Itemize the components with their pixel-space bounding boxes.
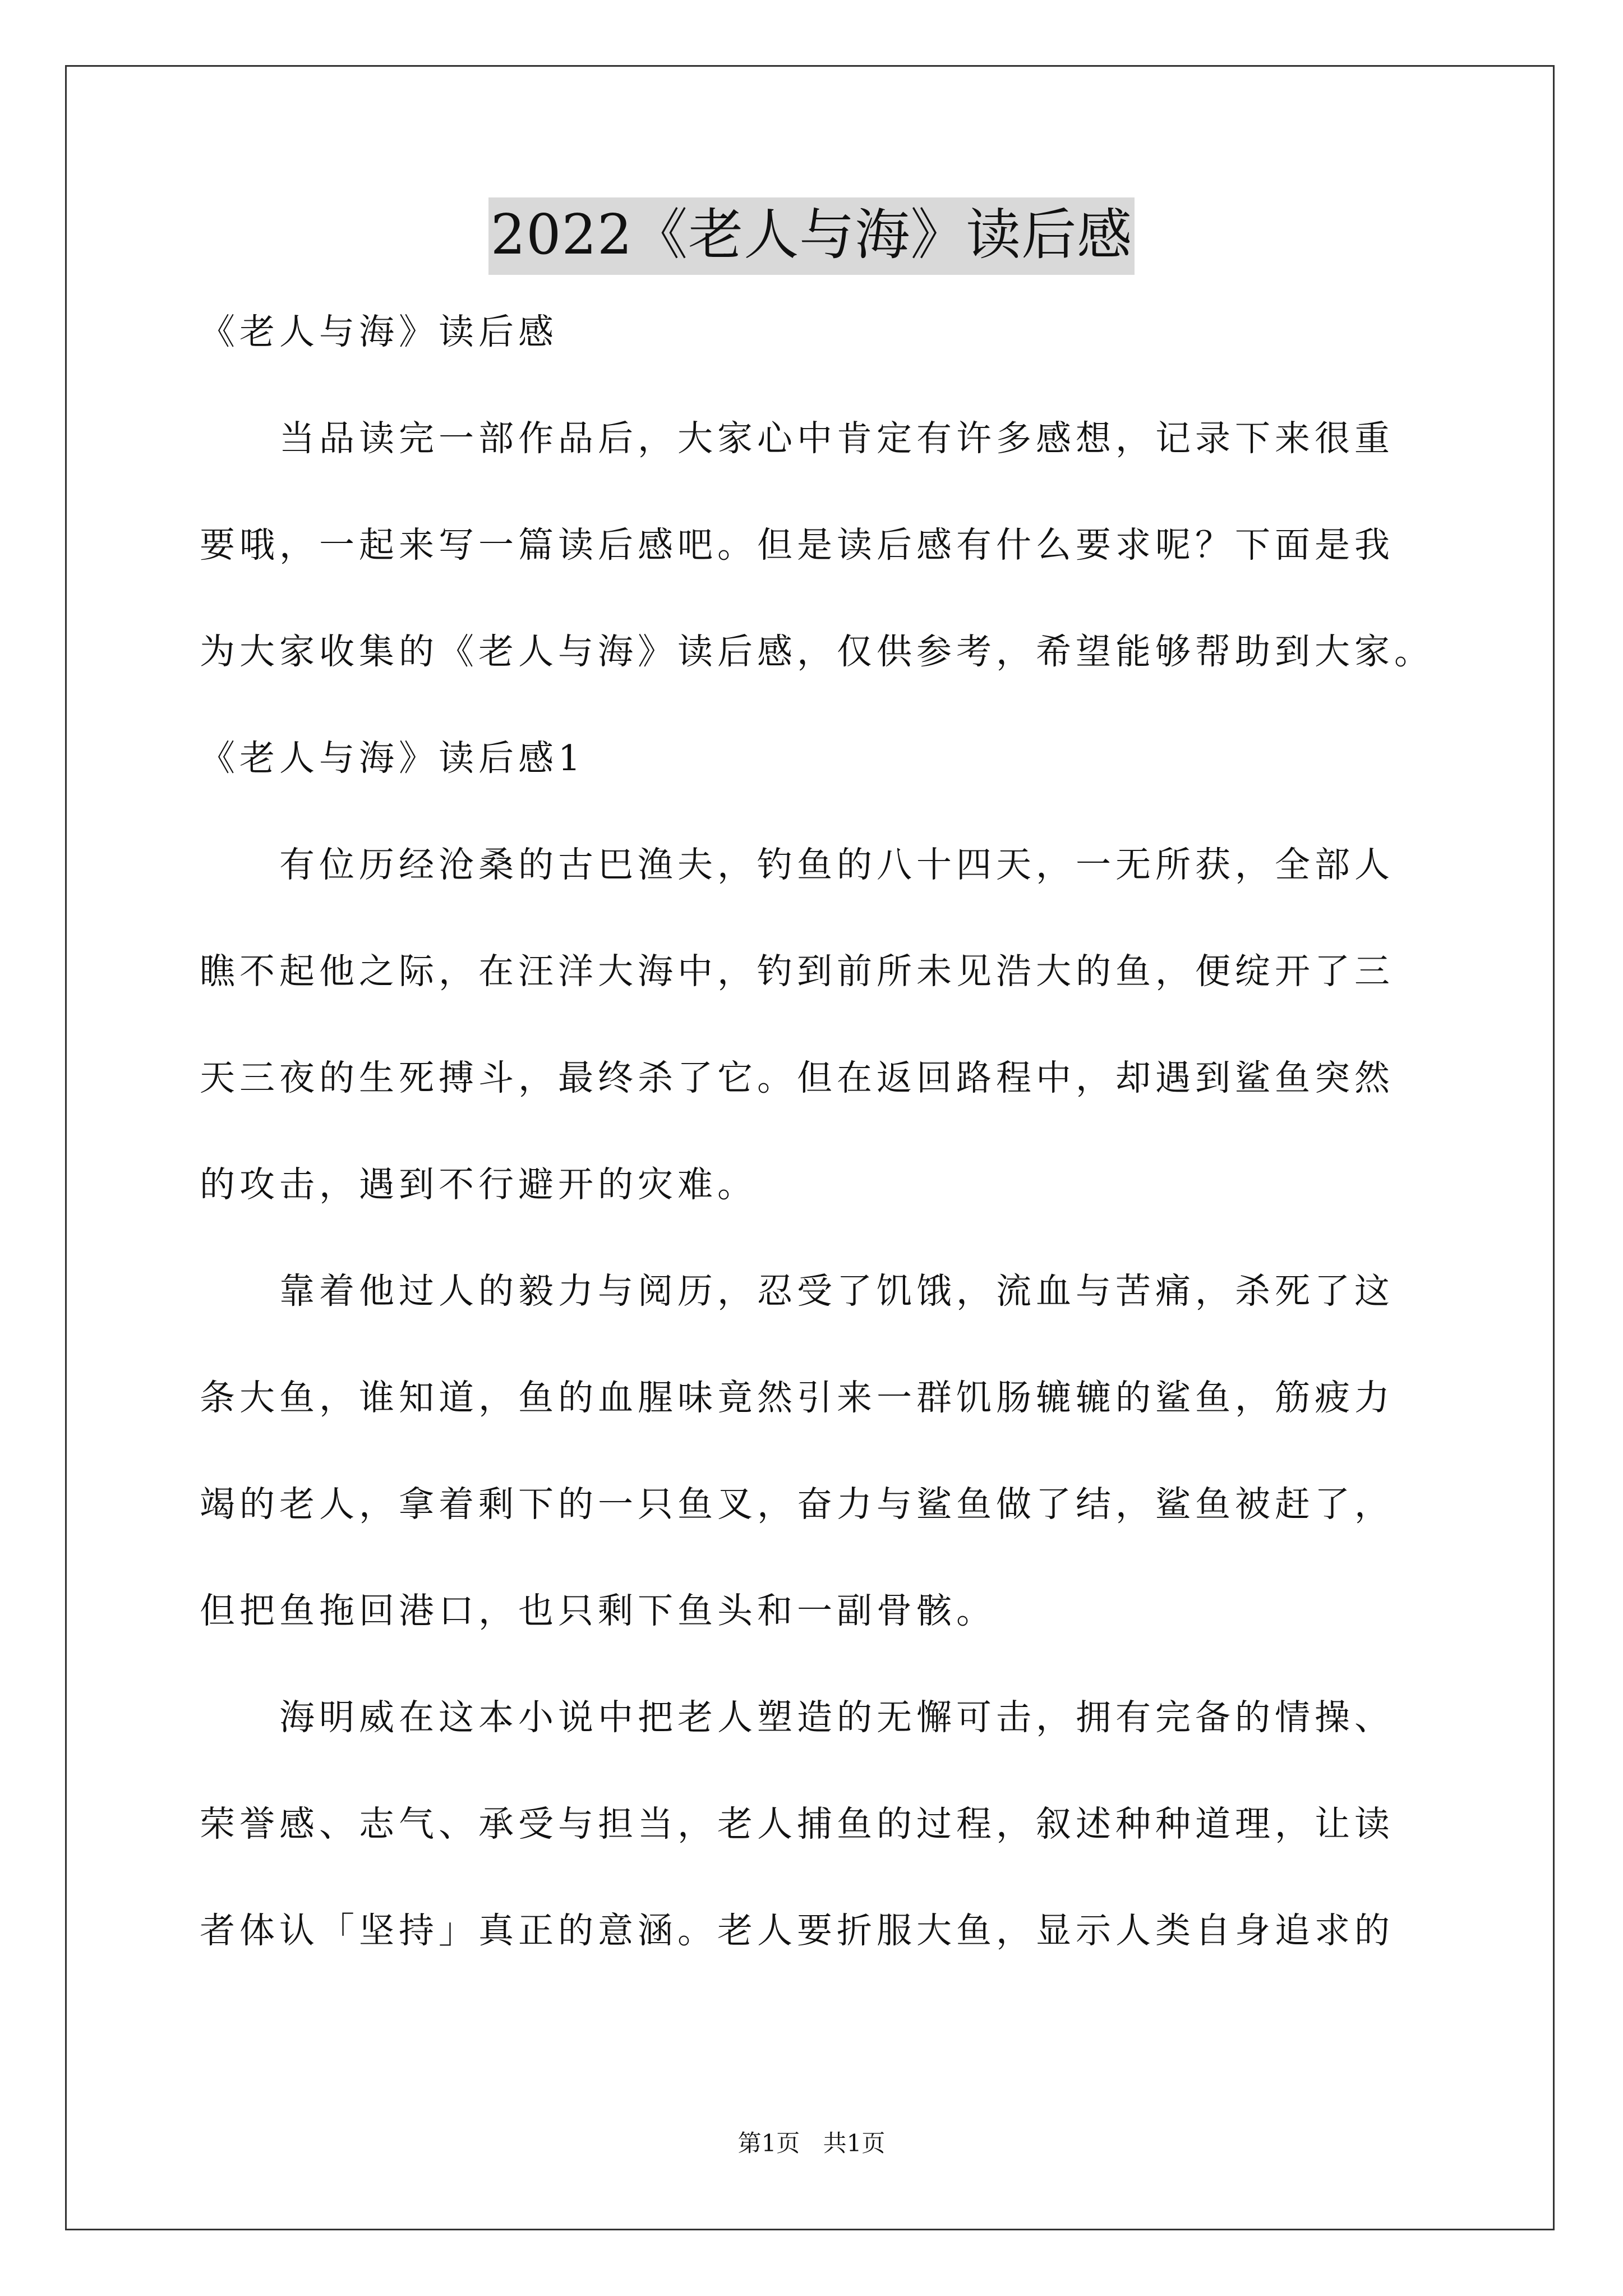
body-line: 《老人与海》读后感1 xyxy=(200,738,585,779)
body-line: 竭的老人，拿着剩下的一只鱼叉，奋力与鲨鱼做了结，鲨鱼被赶了， xyxy=(200,1484,1394,1525)
body-line: 的攻击，遇到不行避开的灾难。 xyxy=(200,1164,757,1205)
body-line: 《老人与海》读后感 xyxy=(200,311,558,352)
body-line: 有位历经沧桑的古巴渔夫，钓鱼的八十四天，一无所获，全部人 xyxy=(279,844,1394,885)
page-footer xyxy=(0,2129,1623,2157)
page-total: 共1页 xyxy=(823,2129,886,2157)
document-body xyxy=(200,311,1461,2019)
body-line: 瞧不起他之际，在汪洋大海中，钓到前所未见浩大的鱼，便绽开了三 xyxy=(200,951,1394,992)
body-line: 要哦，一起来写一篇读后感吧。但是读后感有什么要求呢？下面是我 xyxy=(200,524,1394,565)
document-title: 2022《老人与海》读后感 xyxy=(488,197,1135,275)
body-line: 荣誉感、志气、承受与担当，老人捕鱼的过程，叙述种种道理，让读 xyxy=(200,1803,1394,1844)
body-line: 者体认「坚持」真正的意涵。老人要折服大鱼，显示人类自身追求的 xyxy=(200,1910,1394,1951)
body-line: 天三夜的生死搏斗，最终杀了它。但在返回路程中，却遇到鲨鱼突然 xyxy=(200,1057,1394,1098)
body-line: 但把鱼拖回港口，也只剩下鱼头和一副骨骸。 xyxy=(200,1590,996,1631)
title-container xyxy=(0,197,1623,275)
body-line: 为大家收集的《老人与海》读后感，仅供参考，希望能够帮助到大家。 xyxy=(200,631,1434,672)
body-line: 靠着他过人的毅力与阅历，忍受了饥饿，流血与苦痛，杀死了这 xyxy=(279,1271,1394,1312)
body-line: 当品读完一部作品后，大家心中肯定有许多感想，记录下来很重 xyxy=(279,418,1394,459)
body-line: 条大鱼，谁知道，鱼的血腥味竟然引来一群饥肠辘辘的鲨鱼，筋疲力 xyxy=(200,1377,1394,1418)
page-number: 第1页 xyxy=(737,2129,800,2157)
body-line: 海明威在这本小说中把老人塑造的无懈可击，拥有完备的情操、 xyxy=(279,1697,1394,1738)
